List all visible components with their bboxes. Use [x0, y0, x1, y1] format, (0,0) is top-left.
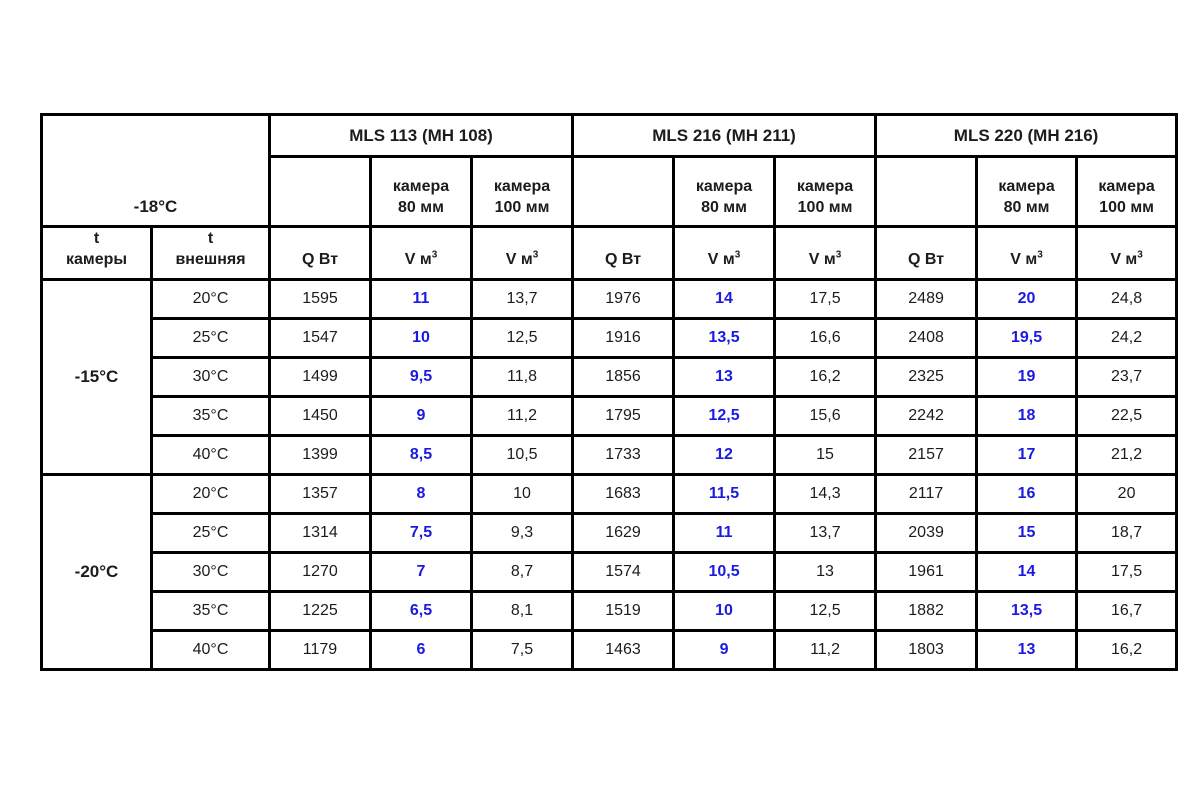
- external-temp-cell: 25°C: [152, 319, 270, 358]
- v100-value-cell: 13,7: [775, 514, 876, 553]
- table-row: [42, 514, 1177, 553]
- setpoint-label: -18°C: [133, 197, 178, 216]
- v100-value-cell: 16,6: [775, 319, 876, 358]
- model-header-mls216: MLS 216 (MH 211): [573, 115, 876, 157]
- v80-value-cell: 13,5: [674, 319, 775, 358]
- v80-value-cell: 11: [674, 514, 775, 553]
- empty-cell: [270, 157, 371, 227]
- v-label: V м: [808, 251, 836, 268]
- q-value-cell: 2242: [876, 397, 977, 436]
- v-label: V м: [1010, 251, 1038, 268]
- table-row: [42, 631, 1177, 670]
- external-temp-cell: 25°C: [152, 514, 270, 553]
- q-value-cell: 1179: [270, 631, 371, 670]
- v100-value-cell: 24,8: [1077, 280, 1177, 319]
- v80-value-cell: 10: [371, 319, 472, 358]
- v80-value-cell: 12: [674, 436, 775, 475]
- chamber-size: 80 мм: [701, 199, 747, 216]
- chamber-word: камера: [998, 178, 1055, 195]
- v100-value-cell: 8,1: [472, 592, 573, 631]
- chamber-size: 80 мм: [1003, 199, 1050, 216]
- q-value-cell: 2489: [876, 280, 977, 319]
- v80-value-cell: 10: [674, 592, 775, 631]
- chamber-100-header: [472, 157, 573, 227]
- q-value-cell: 1595: [270, 280, 371, 319]
- chamber-80-header: [371, 157, 472, 227]
- q-value-cell: 1399: [270, 436, 371, 475]
- v80-value-cell: 9: [371, 397, 472, 436]
- v-sup: 3: [734, 249, 741, 261]
- q-value-cell: 1463: [573, 631, 674, 670]
- v100-value-cell: 15: [775, 436, 876, 475]
- v80-value-cell: 13: [674, 358, 775, 397]
- chamber-temp-cell: -20°C: [42, 475, 152, 670]
- q-value-cell: 2325: [876, 358, 977, 397]
- v100-value-cell: 24,2: [1077, 319, 1177, 358]
- table-row: [42, 475, 1177, 514]
- v80-value-cell: 18: [977, 397, 1077, 436]
- v100-value-cell: 16,2: [1077, 631, 1177, 670]
- v100-value-cell: 10: [472, 475, 573, 514]
- t-label: t: [207, 230, 214, 247]
- v100-value-cell: 12,5: [775, 592, 876, 631]
- chamber-size: 80 мм: [398, 199, 444, 216]
- v-sup: 3: [431, 249, 438, 261]
- v100-value-cell: 11,8: [472, 358, 573, 397]
- q-value-cell: 1270: [270, 553, 371, 592]
- q-value-cell: 1803: [876, 631, 977, 670]
- q-value-cell: 1519: [573, 592, 674, 631]
- empty-cell: [573, 157, 674, 227]
- q-value-cell: 1882: [876, 592, 977, 631]
- empty-cell: [876, 157, 977, 227]
- v80-value-cell: 6,5: [371, 592, 472, 631]
- q-value-cell: 1314: [270, 514, 371, 553]
- v80-value-cell: 7: [371, 553, 472, 592]
- q-value-cell: 1225: [270, 592, 371, 631]
- v100-value-cell: 16,2: [775, 358, 876, 397]
- v-label: V м: [404, 251, 432, 268]
- v-m3-header: [775, 227, 876, 280]
- v100-value-cell: 11,2: [472, 397, 573, 436]
- v100-value-cell: 13: [775, 553, 876, 592]
- external-temp-cell: 40°C: [152, 436, 270, 475]
- v80-value-cell: 7,5: [371, 514, 472, 553]
- t-chamber-header: [42, 227, 152, 280]
- v80-value-cell: 17: [977, 436, 1077, 475]
- v-sup: 3: [1037, 249, 1043, 261]
- spec-table: [40, 113, 1178, 671]
- v100-value-cell: 20: [1077, 475, 1177, 514]
- model-header-row: [42, 115, 1177, 157]
- v80-value-cell: 20: [977, 280, 1077, 319]
- external-temp-cell: 35°C: [152, 397, 270, 436]
- chamber-size: 100 мм: [494, 199, 550, 216]
- q-value-cell: 1916: [573, 319, 674, 358]
- q-watt-header: Q Вт: [573, 227, 674, 280]
- t-chamber-label: камеры: [65, 251, 128, 268]
- chamber-size: 100 мм: [797, 199, 853, 216]
- v80-value-cell: 11,5: [674, 475, 775, 514]
- v100-value-cell: 17,5: [1077, 553, 1177, 592]
- external-temp-cell: 35°C: [152, 592, 270, 631]
- v100-value-cell: 15,6: [775, 397, 876, 436]
- v80-value-cell: 9,5: [371, 358, 472, 397]
- v100-value-cell: 11,2: [775, 631, 876, 670]
- q-value-cell: 2117: [876, 475, 977, 514]
- chamber-word: камера: [1098, 178, 1155, 195]
- external-temp-cell: 20°C: [152, 475, 270, 514]
- t-external-label: внешняя: [175, 251, 246, 268]
- v80-value-cell: 12,5: [674, 397, 775, 436]
- v100-value-cell: 7,5: [472, 631, 573, 670]
- external-temp-cell: 30°C: [152, 358, 270, 397]
- q-value-cell: 1856: [573, 358, 674, 397]
- q-value-cell: 1629: [573, 514, 674, 553]
- chamber-80-header: [977, 157, 1077, 227]
- v80-value-cell: 6: [371, 631, 472, 670]
- q-value-cell: 1961: [876, 553, 977, 592]
- v80-value-cell: 9: [674, 631, 775, 670]
- q-value-cell: 2408: [876, 319, 977, 358]
- q-value-cell: 1357: [270, 475, 371, 514]
- table-row: [42, 319, 1177, 358]
- v-label: V м: [505, 251, 533, 268]
- external-temp-cell: 20°C: [152, 280, 270, 319]
- v-m3-header: [674, 227, 775, 280]
- table-row: [42, 553, 1177, 592]
- q-value-cell: 1733: [573, 436, 674, 475]
- v100-value-cell: 22,5: [1077, 397, 1177, 436]
- q-value-cell: 1574: [573, 553, 674, 592]
- v80-value-cell: 15: [977, 514, 1077, 553]
- table-row: [42, 592, 1177, 631]
- v80-value-cell: 19,5: [977, 319, 1077, 358]
- t-external-header: [152, 227, 270, 280]
- v80-value-cell: 10,5: [674, 553, 775, 592]
- v100-value-cell: 16,7: [1077, 592, 1177, 631]
- q-value-cell: 2039: [876, 514, 977, 553]
- q-value-cell: 2157: [876, 436, 977, 475]
- q-value-cell: 1683: [573, 475, 674, 514]
- q-watt-header: Q Вт: [876, 227, 977, 280]
- table-row: [42, 280, 1177, 319]
- v-sup: 3: [532, 249, 539, 261]
- v100-value-cell: 21,2: [1077, 436, 1177, 475]
- v80-value-cell: 8: [371, 475, 472, 514]
- chamber-word: камера: [695, 178, 753, 195]
- v-sup: 3: [1137, 249, 1143, 261]
- v100-value-cell: 14,3: [775, 475, 876, 514]
- q-value-cell: 1976: [573, 280, 674, 319]
- v80-value-cell: 19: [977, 358, 1077, 397]
- v100-value-cell: 18,7: [1077, 514, 1177, 553]
- chamber-temp-cell: -15°C: [42, 280, 152, 475]
- v-m3-header: [371, 227, 472, 280]
- chamber-word: камера: [392, 178, 450, 195]
- v100-value-cell: 10,5: [472, 436, 573, 475]
- q-value-cell: 1547: [270, 319, 371, 358]
- v-m3-header: [472, 227, 573, 280]
- v-sup: 3: [835, 249, 842, 261]
- external-temp-cell: 40°C: [152, 631, 270, 670]
- q-value-cell: 1795: [573, 397, 674, 436]
- corner-setpoint-cell: [42, 115, 270, 227]
- chamber-100-header: [1077, 157, 1177, 227]
- v100-value-cell: 9,3: [472, 514, 573, 553]
- unit-header-row: [42, 227, 1177, 280]
- v100-value-cell: 23,7: [1077, 358, 1177, 397]
- v80-value-cell: 14: [674, 280, 775, 319]
- model-header-mls220: MLS 220 (MH 216): [876, 115, 1177, 157]
- table-row: [42, 436, 1177, 475]
- q-watt-header: Q Вт: [270, 227, 371, 280]
- chamber-word: камера: [493, 178, 551, 195]
- v-m3-header: [977, 227, 1077, 280]
- t-label: t: [93, 230, 100, 247]
- v100-value-cell: 13,7: [472, 280, 573, 319]
- chamber-word: камера: [796, 178, 854, 195]
- v100-value-cell: 17,5: [775, 280, 876, 319]
- v-label: V м: [1110, 251, 1138, 268]
- chamber-80-header: [674, 157, 775, 227]
- v80-value-cell: 16: [977, 475, 1077, 514]
- q-value-cell: 1450: [270, 397, 371, 436]
- v-label: V м: [707, 251, 735, 268]
- chamber-100-header: [775, 157, 876, 227]
- v80-value-cell: 13,5: [977, 592, 1077, 631]
- v-m3-header: [1077, 227, 1177, 280]
- model-header-mls113: MLS 113 (MH 108): [270, 115, 573, 157]
- table-row: [42, 397, 1177, 436]
- v80-value-cell: 14: [977, 553, 1077, 592]
- q-value-cell: 1499: [270, 358, 371, 397]
- v80-value-cell: 11: [371, 280, 472, 319]
- v80-value-cell: 13: [977, 631, 1077, 670]
- table-row: [42, 358, 1177, 397]
- v80-value-cell: 8,5: [371, 436, 472, 475]
- chamber-size: 100 мм: [1099, 199, 1154, 216]
- external-temp-cell: 30°C: [152, 553, 270, 592]
- table-body: [42, 280, 1177, 670]
- v100-value-cell: 8,7: [472, 553, 573, 592]
- v100-value-cell: 12,5: [472, 319, 573, 358]
